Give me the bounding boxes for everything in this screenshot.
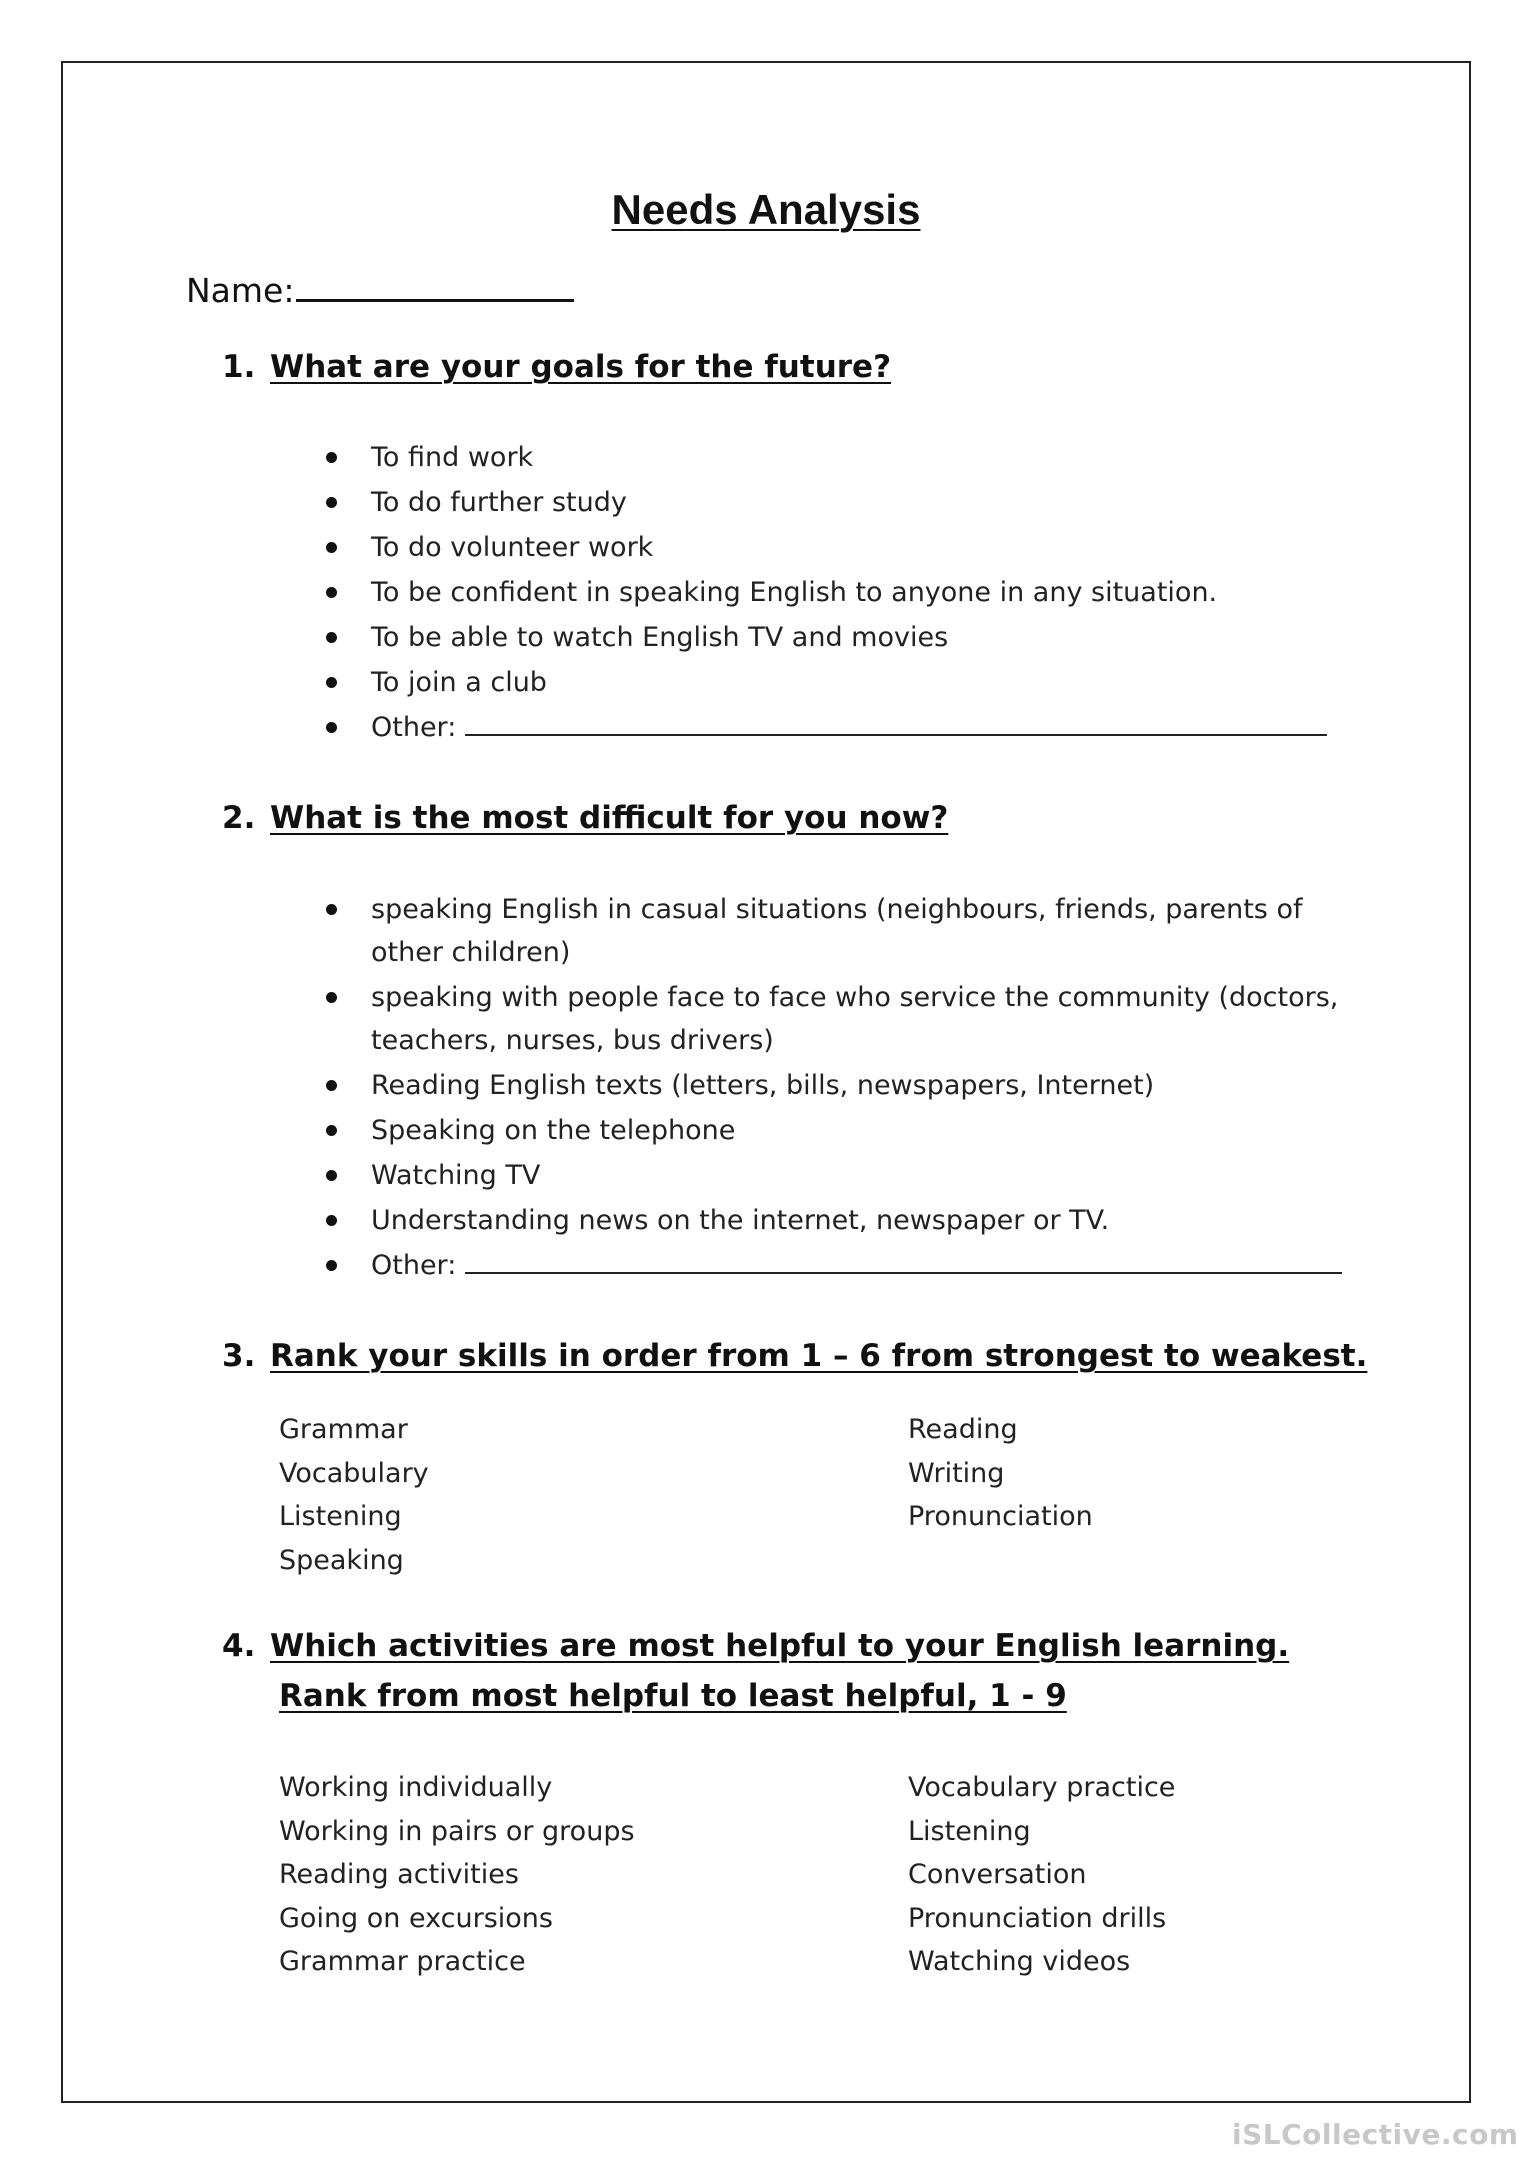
question-3-number: 3. [222,1338,256,1374]
activity-item: Vocabulary practice [908,1772,1176,1803]
activity-item: Going on excursions [279,1902,553,1934]
question-4-text: Which activities are most helpful to your English learning. [270,1628,1290,1664]
other-label: Other: [371,1250,457,1281]
skill-item: Writing [908,1457,1005,1489]
worksheet-title: Needs Analysis [611,186,921,233]
question-1-options [0,436,1371,751]
skill-item: Grammar [279,1414,408,1445]
activity-item: Working individually [279,1772,553,1803]
question-3-heading [222,1335,1367,1377]
skill-item: Listening [279,1501,402,1532]
list-item: speaking with people face to face who service the community (doctors, teachers, nurses, bus drivers) [0,976,1371,1062]
list-item: To be confident in speaking English to anyone in any situation. [0,571,1371,614]
list-item: speaking English in casual situations (neighbours, friends, parents of other children) [0,888,1371,974]
list-item: Speaking on the telephone [0,1109,1371,1152]
list-item: To do volunteer work [0,526,1371,569]
skills-right-column [908,1408,1093,1539]
activity-item: Reading activities [279,1859,519,1890]
activity-item: Conversation [908,1859,1087,1890]
activity-item: Watching videos [908,1946,1131,1977]
list-item: To join a club [0,661,1371,704]
question-4-subtext: Rank from most helpful to least helpful, 1 - 9 [279,1678,1067,1714]
question-2-text: What is the most difficult for you now? [270,800,949,836]
activity-item: Pronunciation drills [908,1902,1167,1934]
list-item: To find work [0,436,1371,479]
skill-item: Reading [908,1414,1018,1445]
activities-right-column [908,1766,1175,1984]
activities-left-column [279,1766,635,1984]
name-blank [296,267,574,302]
question-4-number: 4. [222,1628,256,1664]
question-2-options [0,888,1371,1289]
question-4-heading [222,1625,1289,1667]
activity-item: Working in pairs or groups [279,1815,635,1847]
list-item: To be able to watch English TV and movies [0,616,1371,659]
list-item-other [0,706,1371,749]
activity-item: Listening [908,1815,1031,1847]
skill-item: Vocabulary [279,1457,429,1489]
activity-item: Grammar practice [279,1946,526,1977]
skills-left-column [279,1408,429,1582]
question-1-heading [222,346,891,388]
question-1-number: 1. [222,349,256,385]
question-2-number: 2. [222,800,256,836]
list-item: Watching TV [0,1154,1371,1197]
watermark: iSLCollective.com [1232,2118,1519,2151]
other-blank [465,1246,1342,1274]
question-2-heading [222,797,948,839]
list-item: Understanding news on the internet, newspaper or TV. [0,1199,1371,1242]
question-1-text: What are your goals for the future? [270,349,892,385]
name-field [186,267,574,313]
skill-item: Pronunciation [908,1501,1093,1532]
list-item-other [0,1244,1371,1287]
other-blank [465,708,1327,736]
question-3-text: Rank your skills in order from 1 – 6 from strongest to weakest. [270,1338,1368,1374]
name-label: Name: [186,271,295,310]
list-item: To do further study [0,481,1371,524]
list-item: Reading English texts (letters, bills, newspapers, Internet) [0,1064,1371,1107]
skill-item: Speaking [279,1544,404,1576]
other-label: Other: [371,712,457,743]
